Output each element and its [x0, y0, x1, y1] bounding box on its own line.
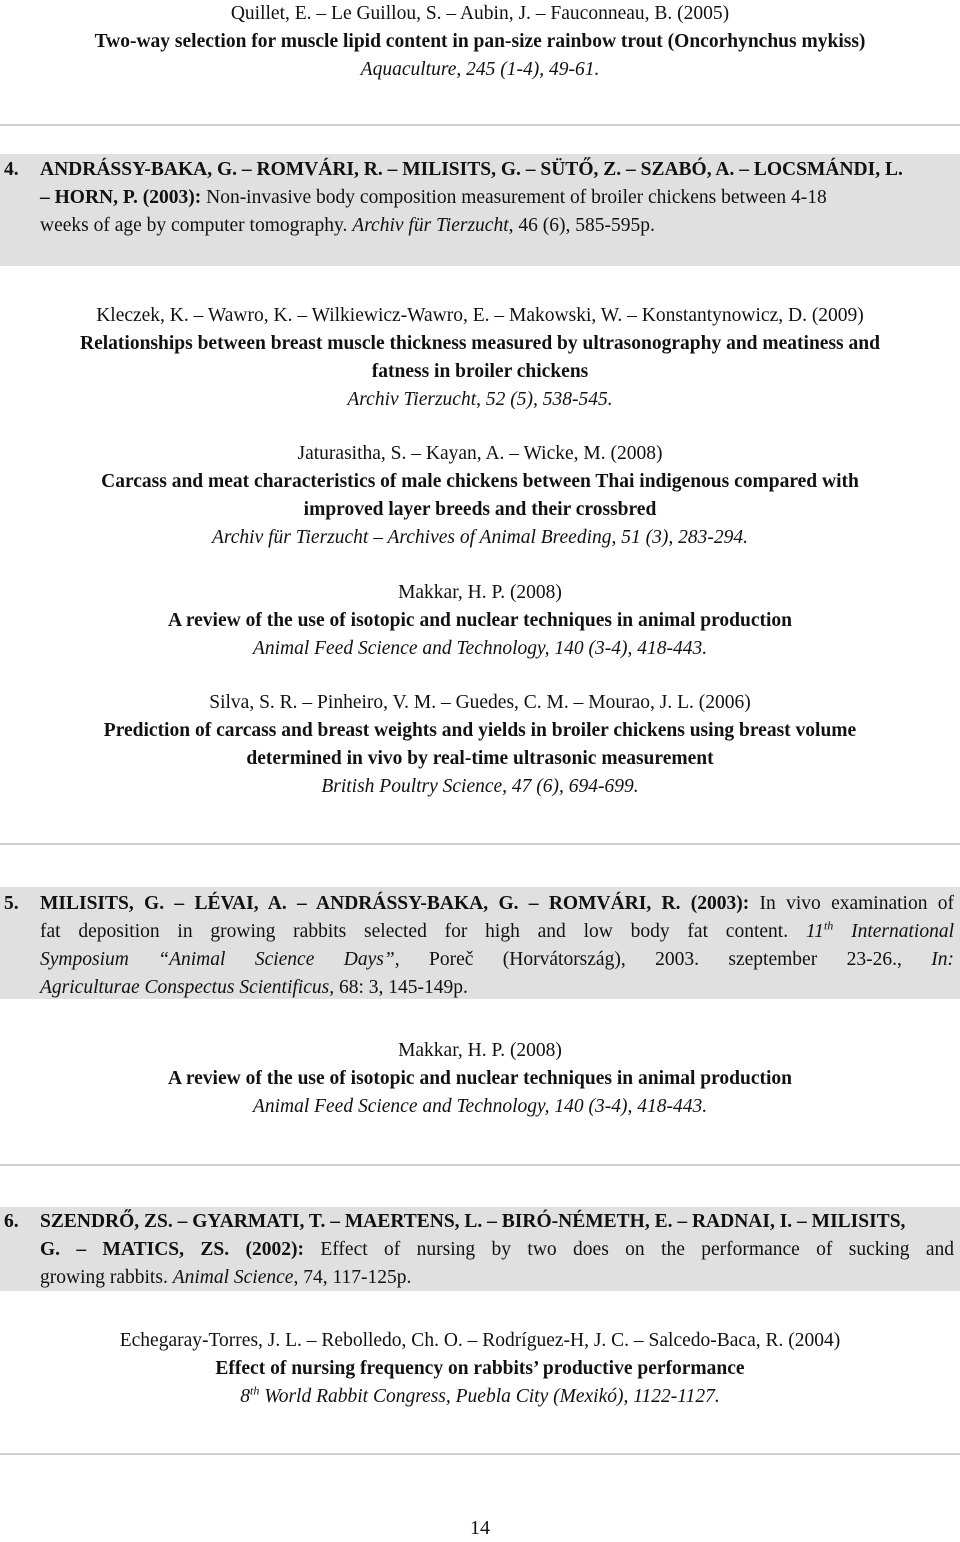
- reference-authors: Quillet, E. – Le Guillou, S. – Aubin, J. – Fauconneau, B. (2005): [230, 3, 730, 24]
- publication-title: Effect of nursing by two does on the performance of sucking and: [303, 1239, 955, 1260]
- publication-number: 6.: [4, 1211, 19, 1232]
- reference-makkar: [0, 1037, 960, 1121]
- reference-authors: Kleczek, K. – Wawro, K. – Wilkiewicz-Wawro, E. – Makowski, W. – Konstantynowicz, D. (2009): [96, 305, 864, 326]
- reference-source: Archiv Tierzucht, 52 (5), 538-545.: [347, 389, 613, 410]
- reference-echegaray: [0, 1327, 960, 1411]
- reference-authors: Jaturasitha, S. – Kayan, A. – Wicke, M. (2008): [297, 443, 663, 464]
- reference-source: 8: [240, 1386, 251, 1407]
- reference-title-cont: determined in vivo by real-time ultrasonic measurement: [246, 748, 714, 769]
- ordinal-suffix: th: [823, 918, 834, 933]
- separator-rule: [0, 1453, 960, 1455]
- reference-title: Carcass and meat characteristics of male chickens between Thai indigenous compared with: [101, 471, 859, 492]
- publication-in: In:: [931, 949, 954, 970]
- reference-quillet: [0, 0, 960, 84]
- separator-rule: [0, 124, 960, 126]
- reference-source: Aquaculture, 245 (1-4), 49-61.: [360, 59, 600, 80]
- reference-title: A review of the use of isotopic and nuclear techniques in animal production: [167, 610, 793, 631]
- reference-title: Two-way selection for muscle lipid content in pan-size rainbow trout (Oncorhynchus mykiss): [94, 31, 866, 52]
- page-number: 14: [470, 1517, 490, 1539]
- publication-authors-cont: – HORN, P. (2003):: [40, 187, 202, 208]
- publication-number: 4.: [4, 159, 19, 180]
- publication-volume: , 46 (6), 585-595p.: [508, 215, 655, 236]
- reference-title: Effect of nursing frequency on rabbits’ productive performance: [215, 1358, 745, 1379]
- publication-journal: Archiv für Tierzucht: [352, 215, 509, 236]
- reference-kleczek: [0, 302, 960, 414]
- reference-source: Animal Feed Science and Technology, 140 (3-4), 418-443.: [252, 638, 708, 659]
- reference-title: Prediction of carcass and breast weights and yields in broiler chickens using breast volume: [103, 720, 857, 741]
- publication-volume: 68: 3, 145-149p.: [334, 977, 468, 998]
- reference-source-cont: World Rabbit Congress, Puebla City (Mexikó), 1122-1127.: [259, 1386, 720, 1407]
- publication-title-cont: fat deposition in growing rabbits selected for high and low body fat content.: [40, 921, 806, 942]
- publication-venue: , Poreč (Horvátország), 2003. szeptember 23-26.,: [394, 949, 932, 970]
- reference-silva: [0, 689, 960, 801]
- reference-makkar: [0, 579, 960, 663]
- reference-authors: Echegaray-Torres, J. L. – Rebolledo, Ch. O. – Rodríguez-H, J. C. – Salcedo-Baca, R. (2004): [119, 1330, 841, 1351]
- publication-title: Non-invasive body composition measurement of broiler chickens between 4-18: [201, 187, 827, 208]
- publication-title-cont: weeks of age by computer tomography.: [40, 215, 353, 236]
- reference-source: Archiv für Tierzucht – Archives of Animal Breeding, 51 (3), 283-294.: [211, 527, 748, 548]
- publication-title: In vivo examination of: [749, 893, 954, 914]
- publication-authors: MILISITS, G. – LÉVAI, A. – ANDRÁSSY-BAKA, G. – ROMVÁRI, R. (2003):: [40, 893, 750, 914]
- reference-source: British Poultry Science, 47 (6), 694-699.: [321, 776, 639, 797]
- publication-symposium-name: Symposium “Animal Science Days”: [40, 949, 395, 970]
- publication-symposium-cont: International: [833, 921, 954, 942]
- reference-authors: Makkar, H. P. (2008): [398, 582, 562, 603]
- publication-authors-cont: G. – MATICS, ZS. (2002):: [40, 1239, 304, 1260]
- separator-rule: [0, 1164, 960, 1166]
- separator-rule: [0, 843, 960, 845]
- publication-volume: , 74, 117-125p.: [293, 1267, 412, 1288]
- publication-symposium: 11: [805, 921, 824, 942]
- ordinal-suffix: th: [250, 1383, 260, 1398]
- reference-title: A review of the use of isotopic and nuclear techniques in animal production: [167, 1068, 793, 1089]
- reference-jaturasitha: [0, 440, 960, 552]
- publication-journal: Animal Science: [172, 1267, 294, 1288]
- reference-authors: Makkar, H. P. (2008): [398, 1040, 562, 1061]
- publication-authors: SZENDRŐ, ZS. – GYARMATI, T. – MAERTENS, L. – BIRÓ-NÉMETH, E. – RADNAI, I. – MILISITS,: [40, 1211, 906, 1232]
- publication-authors: ANDRÁSSY-BAKA, G. – ROMVÁRI, R. – MILISITS, G. – SÜTŐ, Z. – SZABÓ, A. – LOCSMÁNDI, L.: [40, 159, 903, 180]
- reference-title-cont: improved layer breeds and their crossbred: [303, 499, 657, 520]
- publication-journal: Agriculturae Conspectus Scientificus,: [40, 977, 335, 998]
- reference-source: Animal Feed Science and Technology, 140 (3-4), 418-443.: [252, 1096, 708, 1117]
- publication-4: [0, 156, 960, 268]
- reference-title-cont: fatness in broiler chickens: [371, 361, 589, 382]
- publication-5: [0, 890, 960, 1002]
- publication-title-cont: growing rabbits.: [40, 1267, 173, 1288]
- publication-6: [0, 1208, 960, 1292]
- reference-title: Relationships between breast muscle thickness measured by ultrasonography and meatiness and: [80, 333, 880, 354]
- reference-authors: Silva, S. R. – Pinheiro, V. M. – Guedes, C. M. – Mourao, J. L. (2006): [209, 692, 751, 713]
- publication-number: 5.: [4, 893, 19, 914]
